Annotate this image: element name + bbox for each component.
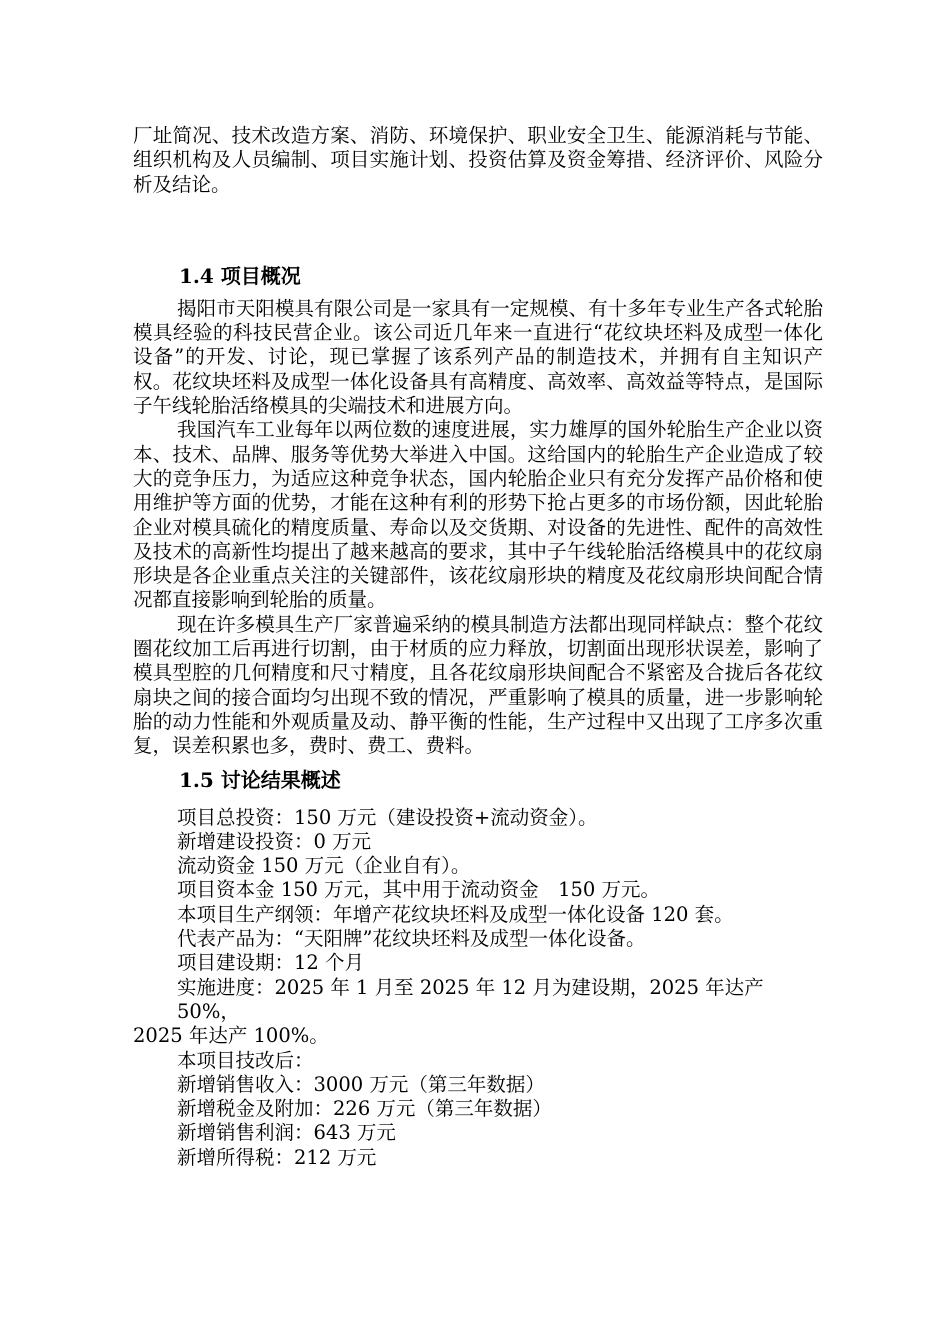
summary-new-taxes: 新增税金及附加：226 万元（第三年数据） bbox=[177, 1097, 552, 1121]
summary-new-construction-investment: 新增建设投资：0 万元 bbox=[177, 829, 372, 853]
summary-after-upgrade: 本项目技改后： bbox=[177, 1048, 314, 1072]
summary-project-capital: 项目资本金 150 万元，其中用于流动资金 150 万元。 bbox=[177, 878, 661, 902]
summary-new-income-tax: 新增所得税：212 万元 bbox=[177, 1145, 377, 1169]
section-heading-1-4: 1.4 项目概况 bbox=[179, 263, 301, 288]
summary-production-program: 本项目生产纲领：年增产花纹块坯料及成型一体化设备 120 套。 bbox=[177, 902, 734, 926]
paragraph-manufacturing-problems: 现在许多模具生产厂家普遍采纳的模具制造方法都出现同样缺点：整个花纹圈花纹加工后再进行切割，由于材质的应力释放，切割面出现形状误差，影响了模具型腔的几何精度和尺寸精度，且各花纹扇形块间配合不紧密及合拢后各花纹扇块之间的接合面均匀出现不致的情况，严重影响了模具的质量，进一步影响轮胎的动力性能和外观质量及动、静平衡的性能，生产过程中又出现了工序多次重复，误差积累也多，费时、费工、费料。 bbox=[133, 612, 823, 758]
intro-paragraph: 厂址简况、技术改造方案、消防、环境保护、职业安全卫生、能源消耗与节能、组织机构及人员编制、项目实施计划、投资估算及资金筹措、经济评价、风险分析及结论。 bbox=[133, 124, 823, 196]
summary-implementation-schedule: 实施进度：2025 年 1 月至 2025 年 12 月为建设期，2025 年达产 50%， bbox=[177, 975, 764, 1023]
summary-new-sales-profit: 新增销售利润：643 万元 bbox=[177, 1121, 396, 1145]
document-page bbox=[133, 124, 823, 1170]
summary-total-investment: 项目总投资：150 万元（建设投资+流动资金）。 bbox=[177, 805, 598, 829]
summary-new-sales-revenue: 新增销售收入：3000 万元（第三年数据） bbox=[177, 1072, 545, 1096]
summary-representative-product: 代表产品为：“天阳牌”花纹块坯料及成型一体化设备。 bbox=[177, 927, 646, 951]
summary-construction-period: 项目建设期：12 个月 bbox=[177, 951, 365, 975]
paragraph-industry-background: 我国汽车工业每年以两位数的速度进展，实力雄厚的国外轮胎生产企业以资本、技术、品牌、服务等优势大举进入中国。这给国内的轮胎生产企业造成了较大的竞争压力，为适应这种竞争状态，国内轮胎企业只有充分发挥产品价格和使用维护等方面的优势，才能在这种有利的形势下抢占更多的市场份额，因此轮胎企业对模具硫化的精度质量、寿命以及交货期、对设备的先进性、配件的高效性及技术的高新性均提出了越来越高的要求，其中子午线轮胎活络模具中的花纹扇形块是各企业重点关注的关键部件，该花纹扇形块的精度及花纹扇形块间配合情况都直接影响到轮胎的质量。 bbox=[133, 418, 823, 612]
paragraph-company-overview: 揭阳市天阳模具有限公司是一家具有一定规模、有十多年专业生产各式轮胎模具经验的科技民营企业。该公司近几年来一直进行“花纹块坯料及成型一体化设备”的开发、讨论，现已掌握了该系列产品的制造技术，并拥有自主知识产权。花纹块坯料及成型一体化设备具有高精度、高效率、高效益等特点，是国际子午线轮胎活络模具的尖端技术和进展方向。 bbox=[133, 296, 823, 418]
summary-schedule-continuation: 2025 年达产 100%。 bbox=[133, 1024, 329, 1048]
summary-working-capital: 流动资金 150 万元（企业自有）。 bbox=[177, 854, 471, 878]
section-heading-1-5: 1.5 讨论结果概述 bbox=[179, 767, 341, 792]
